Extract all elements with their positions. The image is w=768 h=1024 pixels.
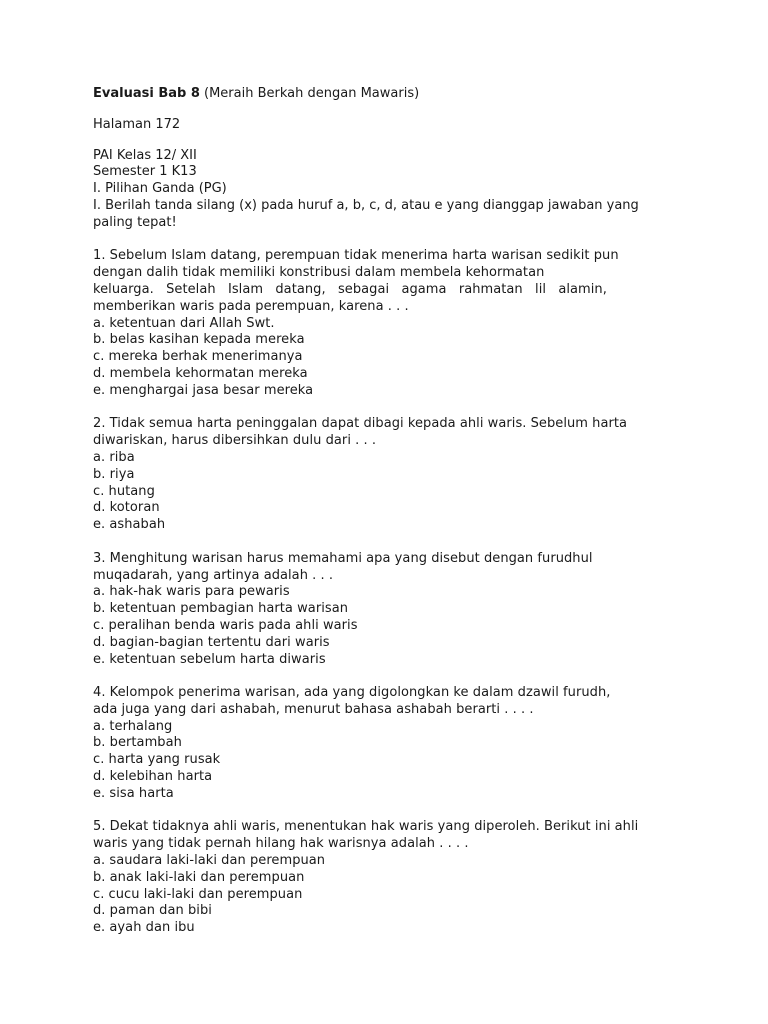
answer-option-e: e. ketentuan sebelum harta diwaris xyxy=(93,651,326,667)
question-text-line: 3. Menghitung warisan harus memahami apa yang disebut dengan furudhul xyxy=(93,550,593,566)
question-1 xyxy=(93,248,678,399)
answer-option-a: a. saudara laki-laki dan perempuan xyxy=(93,853,326,869)
answer-option-a: a. hak-hak waris para pewaris xyxy=(93,584,290,600)
justified-word: Islam xyxy=(227,281,264,297)
answer-option-e: e. sisa harta xyxy=(93,785,174,801)
answer-option-a: a. riba xyxy=(93,449,135,465)
answer-option-c: c. mereka berhak menerimanya xyxy=(93,349,303,365)
justified-word: Setelah xyxy=(166,281,216,297)
answer-option-a: a. terhalang xyxy=(93,718,173,734)
answer-option-b: b. anak laki-laki dan perempuan xyxy=(93,869,305,885)
question-text-line: dengan dalih tidak memiliki konstribusi dalam membela kehormatan xyxy=(93,265,545,281)
justified-word: sebagai xyxy=(337,281,390,297)
title-subtitle-text: (Meraih Berkah dengan Mawaris) xyxy=(199,86,420,101)
instruction-line-1: I. Berilah tanda silang (x) pada huruf a, b, c, d, atau e yang dianggap jawaban yang xyxy=(93,197,639,213)
answer-option-c: c. harta yang rusak xyxy=(93,752,221,768)
justified-word: datang, xyxy=(275,281,326,297)
section-title: I. Pilihan Ganda (PG) xyxy=(93,181,227,197)
answer-option-e: e. ashabah xyxy=(93,517,166,533)
question-text-line: 2. Tidak semua harta peninggalan dapat dibagi kepada ahli waris. Sebelum harta xyxy=(93,416,628,432)
answer-option-b: b. ketentuan pembagian harta warisan xyxy=(93,601,349,617)
title-bold-text: Evaluasi Bab 8 xyxy=(93,86,200,101)
question-5 xyxy=(93,819,678,937)
question-text-line: waris yang tidak pernah hilang hak warisnya adalah . . . . xyxy=(93,836,469,852)
question-text-line: 4. Kelompok penerima warisan, ada yang digolongkan ke dalam dzawil furudh, xyxy=(93,685,611,701)
question-text-line: 5. Dekat tidaknya ahli waris, menentukan hak waris yang diperoleh. Berikut ini ahli xyxy=(93,819,639,835)
class-line: PAI Kelas 12/ XII xyxy=(93,147,197,163)
answer-option-d: d. kotoran xyxy=(93,500,160,516)
semester-line: Semester 1 K13 xyxy=(93,164,197,180)
question-3 xyxy=(93,551,678,669)
answer-option-b: b. belas kasihan kepada mereka xyxy=(93,332,305,348)
answer-option-d: d. paman dan bibi xyxy=(93,903,212,919)
answer-option-d: d. bagian-bagian tertentu dari waris xyxy=(93,634,330,650)
justified-word: keluarga. xyxy=(93,281,154,297)
question-2 xyxy=(93,416,678,534)
question-text-line: memberikan waris pada perempuan, karena . . . xyxy=(93,298,409,314)
instruction-line-2: paling tepat! xyxy=(93,214,177,230)
answer-option-b: b. bertambah xyxy=(93,735,182,751)
answer-option-e: e. ayah dan ibu xyxy=(93,920,195,936)
justified-word: agama xyxy=(401,281,447,297)
justified-word: lil xyxy=(535,281,547,297)
justified-word: rahmatan xyxy=(458,281,523,297)
answer-option-d: d. membela kehormatan mereka xyxy=(93,365,308,381)
answer-option-e: e. menghargai jasa besar mereka xyxy=(93,382,314,398)
question-text-line: ada juga yang dari ashabah, menurut bahasa ashabah berarti . . . . xyxy=(93,701,534,717)
answer-option-c: c. hutang xyxy=(93,483,155,499)
page-reference: Halaman 172 xyxy=(93,116,181,132)
document-page xyxy=(93,86,678,937)
question-justified-line xyxy=(93,282,607,299)
answer-option-c: c. cucu laki-laki dan perempuan xyxy=(93,886,303,902)
justified-word: alamin, xyxy=(558,281,607,297)
answer-option-a: a. ketentuan dari Allah Swt. xyxy=(93,315,275,331)
question-text-line: diwariskan, harus dibersihkan dulu dari . . . xyxy=(93,433,377,449)
question-text-line: 1. Sebelum Islam datang, perempuan tidak menerima harta warisan sedikit pun xyxy=(93,248,619,264)
answer-option-b: b. riya xyxy=(93,466,135,482)
answer-option-d: d. kelebihan harta xyxy=(93,769,213,785)
question-4 xyxy=(93,685,678,803)
question-text-line: muqadarah, yang artinya adalah . . . xyxy=(93,567,334,583)
document-title xyxy=(93,86,678,103)
answer-option-c: c. peralihan benda waris pada ahli waris xyxy=(93,617,358,633)
